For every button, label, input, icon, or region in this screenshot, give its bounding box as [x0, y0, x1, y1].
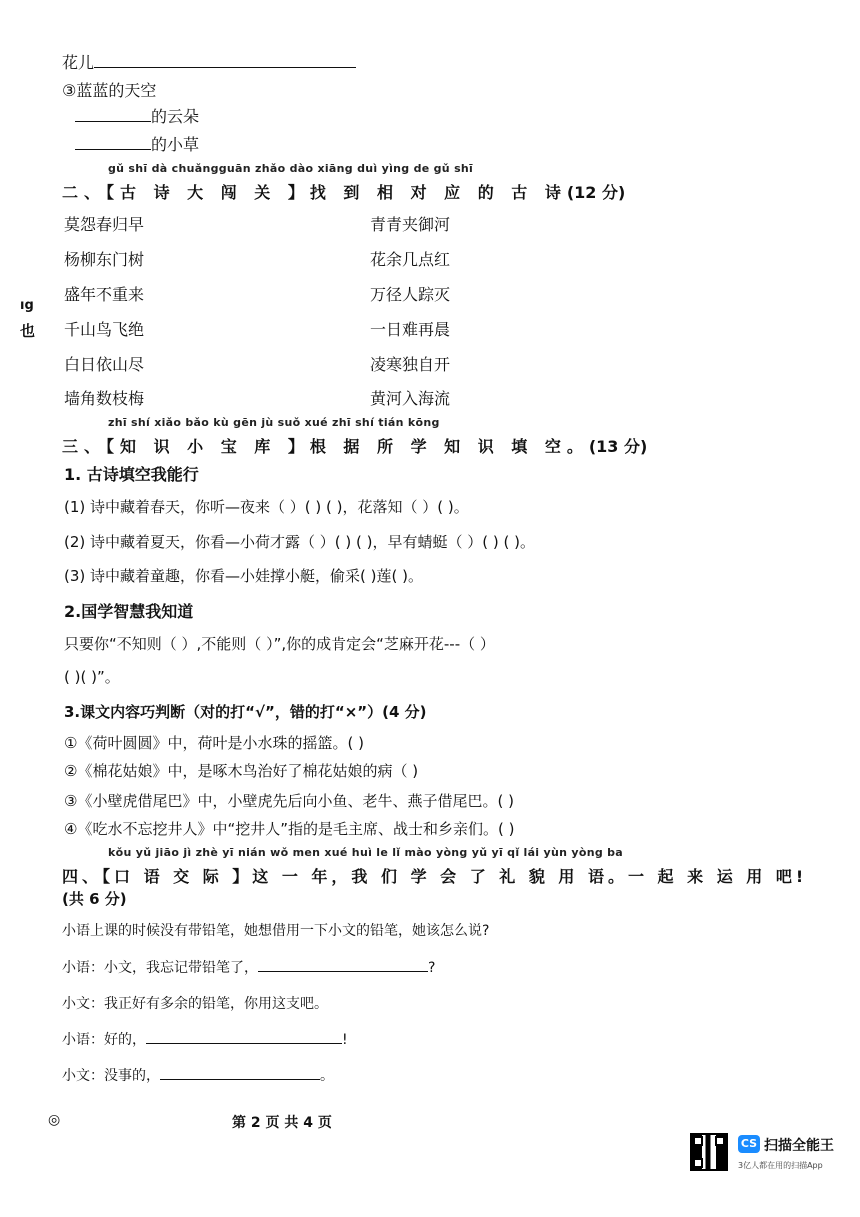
page-number: 第 2 页 共 4 页 [232, 1115, 332, 1131]
section4-score: (共 6 分) [62, 890, 127, 908]
dialog-4-prefix: 小文：没事的， [62, 1068, 160, 1084]
cloud-line [75, 104, 199, 127]
poem-right-5[interactable]: 凌寒独自开 [370, 355, 451, 374]
cloud-suffix: 的云朵 [151, 107, 200, 126]
judge-4[interactable]: ④《吃水不忘挖井人》中“挖井人”指的是毛主席、战士和乡亲们。( ) [64, 820, 515, 838]
dialog-3-suffix: ! [342, 1032, 348, 1048]
section2-pinyin: gǔ shī dà chuǎngguān zhǎo dào xiāng duì yìng de gǔ shī [108, 162, 474, 175]
app-name: 扫描全能王 [764, 1138, 834, 1154]
section3-pinyin: zhī shí xiǎo bǎo kù gēn jù suǒ xué zhī shí tián kōng [108, 416, 440, 429]
poem-right-1[interactable]: 青青夹御河 [370, 215, 451, 234]
section4-pinyin: kǒu yǔ jiāo jì zhè yī nián wǒ men xué huì le lǐ mào yòng yǔ yī qǐ lái yùn yòng ba [108, 846, 624, 859]
section4-title: 四、【口 语 交 际 】这 一 年，我 们 学 会 了 礼 貌 用 语。一 起 来 运 用 吧! [62, 867, 808, 886]
judge-3[interactable]: ③《小壁虎借尾巴》中，小壁虎先后向小鱼、老牛、燕子借尾巴。( ) [64, 792, 514, 810]
flower-blank[interactable] [94, 53, 356, 68]
footer-circle-icon: ◎ [48, 1112, 61, 1128]
cloud-blank[interactable] [75, 107, 151, 122]
poem-left-6[interactable]: 墙角数枝梅 [64, 389, 145, 408]
poem-right-6[interactable]: 黄河入海流 [370, 389, 451, 408]
poem-left-5[interactable]: 白日依山尽 [64, 355, 145, 374]
poem-right-2[interactable]: 花余几点红 [370, 250, 451, 269]
poem-left-3[interactable]: 盛年不重来 [64, 285, 145, 304]
fill-q3[interactable]: (3) 诗中藏着童趣，你看—小娃撑小艇，偷采( )莲( )。 [64, 567, 423, 585]
fill-q1[interactable]: (1) 诗中藏着春天，你听—夜来（ ）( ) ( )，花落知（ ）( )。 [64, 498, 469, 516]
dialog-4-blank[interactable] [160, 1065, 320, 1080]
fill-q2[interactable]: (2) 诗中藏着夏天，你看—小荷才露（ ）( ) ( )，早有蜻蜓（ ）( ) ( )。 [64, 533, 535, 551]
dialog-3-prefix: 小语：好的， [62, 1032, 146, 1048]
section3-title: 三、【知 识 小 宝 库 】根 据 所 学 知 识 填 空。 [62, 437, 589, 456]
judge-1[interactable]: ①《荷叶圆圆》中，荷叶是小水珠的摇篮。( ) [64, 734, 364, 752]
flower-line [62, 50, 356, 73]
section4-prompt: 小语上课的时候没有带铅笔，她想借用一下小文的铅笔，她该怎么说? [62, 923, 490, 939]
qr-code-icon [690, 1133, 728, 1171]
dialog-4 [62, 1065, 334, 1085]
grass-suffix: 的小草 [151, 135, 200, 154]
dialog-1-prefix: 小语：小文，我忘记带铅笔了， [62, 960, 258, 976]
margin-char-1: ıg [20, 298, 34, 313]
grass-line [75, 132, 199, 155]
dialog-3-blank[interactable] [146, 1029, 342, 1044]
poem-right-4[interactable]: 一日难再晨 [370, 320, 451, 339]
grass-blank[interactable] [75, 135, 151, 150]
poem-right-3[interactable]: 万径人踪灭 [370, 285, 451, 304]
fill-q4a[interactable]: 只要你“不知则（ ）,不能则（ ）”,你的成肯定会“芝麻开花---（ ） [64, 635, 495, 653]
poem-left-1[interactable]: 莫怨春归早 [64, 215, 145, 234]
margin-char-2: 也 [20, 322, 36, 340]
judge-2[interactable]: ②《棉花姑娘》中，是啄木鸟治好了棉花姑娘的病（ ) [64, 762, 419, 780]
dialog-3 [62, 1029, 348, 1049]
poem-left-4[interactable]: 千山鸟飞绝 [64, 320, 145, 339]
dialog-1-suffix: ? [428, 960, 436, 976]
camscanner-logo: CS [738, 1135, 760, 1153]
fill-q4b[interactable]: ( )( )”。 [64, 668, 120, 686]
item3-label: ③蓝蓝的天空 [62, 81, 157, 100]
section3-sub1: 1. 古诗填空我能行 [64, 465, 199, 484]
dialog-1 [62, 957, 435, 977]
flower-prefix: 花儿 [62, 53, 95, 72]
dialog-2: 小文：我正好有多余的铅笔，你用这支吧。 [62, 996, 328, 1012]
section3-heading [62, 434, 647, 457]
dialog-1-blank[interactable] [258, 957, 428, 972]
section2-title: 二、【古 诗 大 闯 关 】找 到 相 对 应 的 古 诗 [62, 183, 567, 202]
poem-left-2[interactable]: 杨柳东门树 [64, 250, 145, 269]
section2-heading [62, 180, 625, 203]
dialog-4-suffix: 。 [320, 1068, 334, 1084]
section3-sub2: 2.国学智慧我知道 [64, 602, 194, 621]
app-tagline: 3亿人都在用的扫描App [738, 1161, 823, 1170]
section2-score: (12 分) [566, 183, 626, 202]
section3-sub3: 3.课文内容巧判断（对的打“√”，错的打“×”）(4 分) [64, 703, 427, 721]
section3-score: (13 分) [588, 437, 648, 456]
